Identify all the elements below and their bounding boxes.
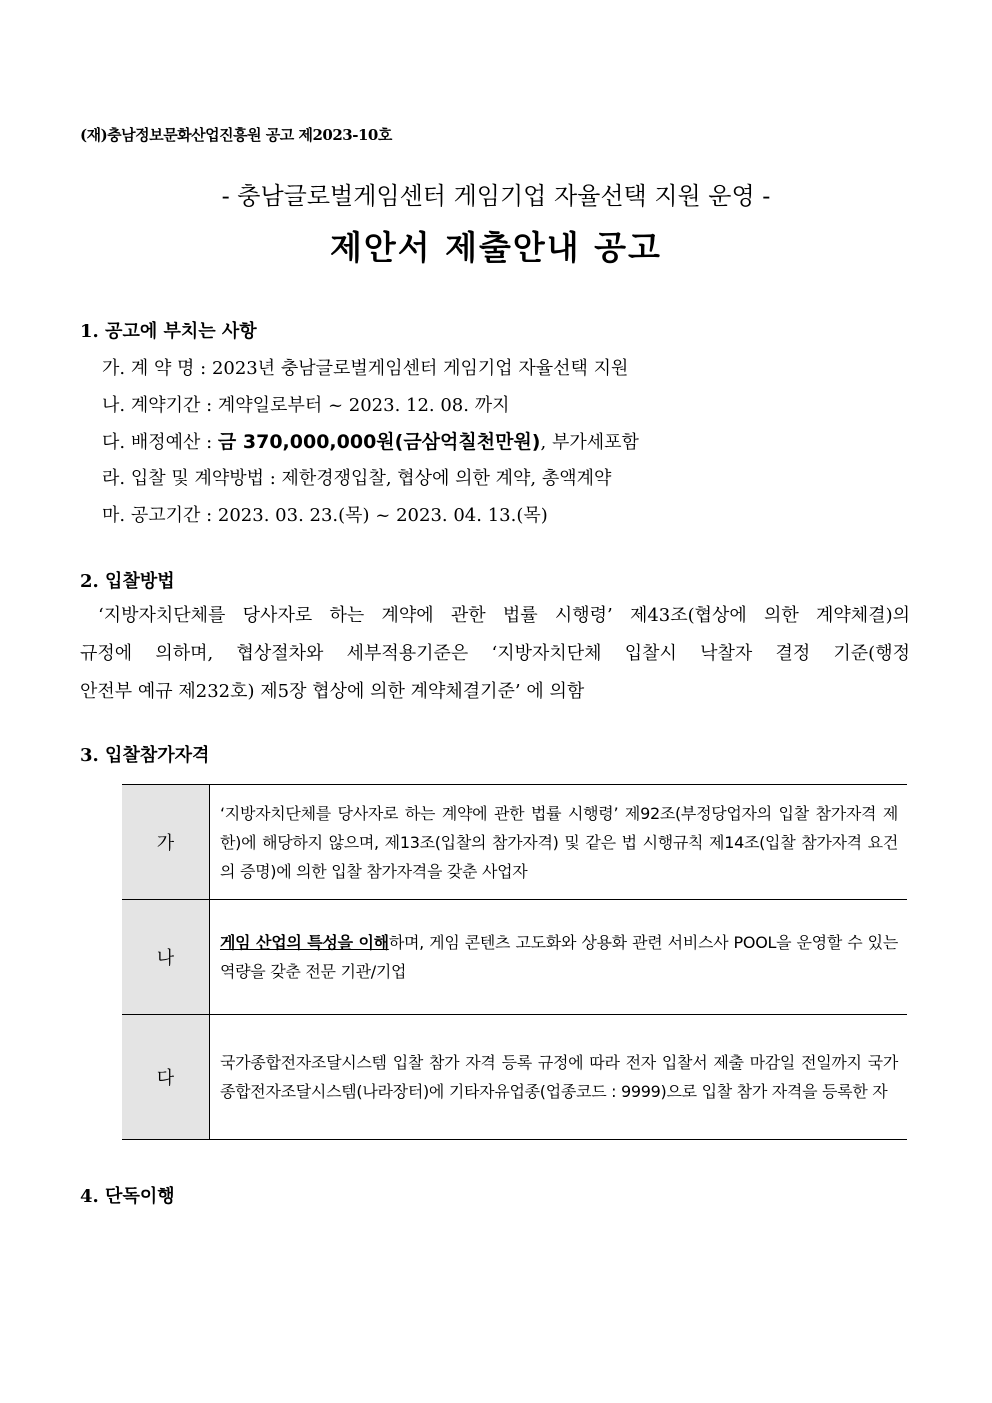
underlined-emphasis: 게임 산업의 특성을 이해 [220,933,389,952]
row-content: 국가종합전자조달시스템 입찰 참가 자격 등록 규정에 따라 전자 입찰서 제출 마감일 전일까지 국가종합전자조달시스템(나라장터)에 기타자유업종(업종코드 : 9999)으로 입찰 참가 자격을 등록한 자 [210,1015,908,1140]
item-bid-method [102,464,611,490]
section4-heading: 4. 단독이행 [80,1186,175,1207]
table-row [122,1015,907,1140]
paragraph-line-text: 규정에 의하며, 협상절차와 세부적용기준은 ‘지방자치단체 입찰시 낙찰자 결정 기준(행정 [80,643,910,664]
table-row [122,900,907,1015]
paragraph-line [80,639,910,665]
table-row [122,785,907,900]
item-contract-name [102,354,628,380]
item-contract-period [102,391,509,417]
row-content-text: 하며, 게임 콘텐츠 고도화와 상용화 관련 서비스사 POOL을 운영할 수 있는 역량을 갖춘 전문 기관/기업 [220,933,898,981]
item-label: 나. 계약기간 : [102,395,218,416]
budget-amount: 금 370,000,000원(금삼억칠천만원) [217,431,541,453]
qualification-table [122,784,907,1140]
item-label: 다. 배정예산 : [102,432,218,453]
paragraph-line-text: 안전부 예규 제232호) 제5장 협상에 의한 계약체결기준’ 에 의함 [80,681,585,702]
row-label: 다 [122,1015,210,1140]
item-label: 마. 공고기간 : [102,505,218,526]
paragraph-line [98,601,910,627]
item-value: 제한경쟁입찰, 협상에 의한 계약, 총액계약 [281,468,612,489]
row-label: 나 [122,900,210,1015]
item-value: 2023년 충남글로벌게임센터 게임기업 자율선택 지원 [211,358,629,379]
item-value: , 부가세포함 [540,432,639,453]
row-content: ‘지방자치단체를 당사자로 하는 계약에 관한 법률 시행령’ 제92조(부정당업자의 입찰 참가자격 제한)에 해당하지 않으며, 제13조(입찰의 참가자격) 및 같은 법 시행규칙 제14조(입찰 참가자격 요건의 증명)에 의한 입찰 참가자격을 갖춘 사업자 [210,785,908,900]
item-value: 계약일로부터 ~ 2023. 12. 08. 까지 [217,395,510,416]
paragraph-line-text: ‘지방자치단체를 당사자로 하는 계약에 관한 법률 시행령’ 제43조(협상에 의한 계약체결)의 [98,605,910,626]
row-label: 가 [122,785,210,900]
item-label: 라. 입찰 및 계약방법 : [102,468,282,489]
paragraph-line [80,677,910,703]
item-notice-period [102,501,548,527]
notice-number: (재)충남정보문화산업진흥원 공고 제2023-10호 [80,126,392,144]
item-value: 2023. 03. 23.(목) ~ 2023. 04. 13.(목) [217,505,548,526]
item-budget [102,427,639,454]
section1-heading: 1. 공고에 부치는 사항 [80,321,257,342]
section2-heading: 2. 입찰방법 [80,571,175,592]
item-label: 가. 계 약 명 : [102,358,212,379]
row-content [210,900,908,1015]
section3-heading: 3. 입찰참가자격 [80,745,210,766]
document-title: 제안서 제출안내 공고 [330,228,662,267]
document-subtitle: - 충남글로벌게임센터 게임기업 자율선택 지원 운영 - [221,182,771,210]
